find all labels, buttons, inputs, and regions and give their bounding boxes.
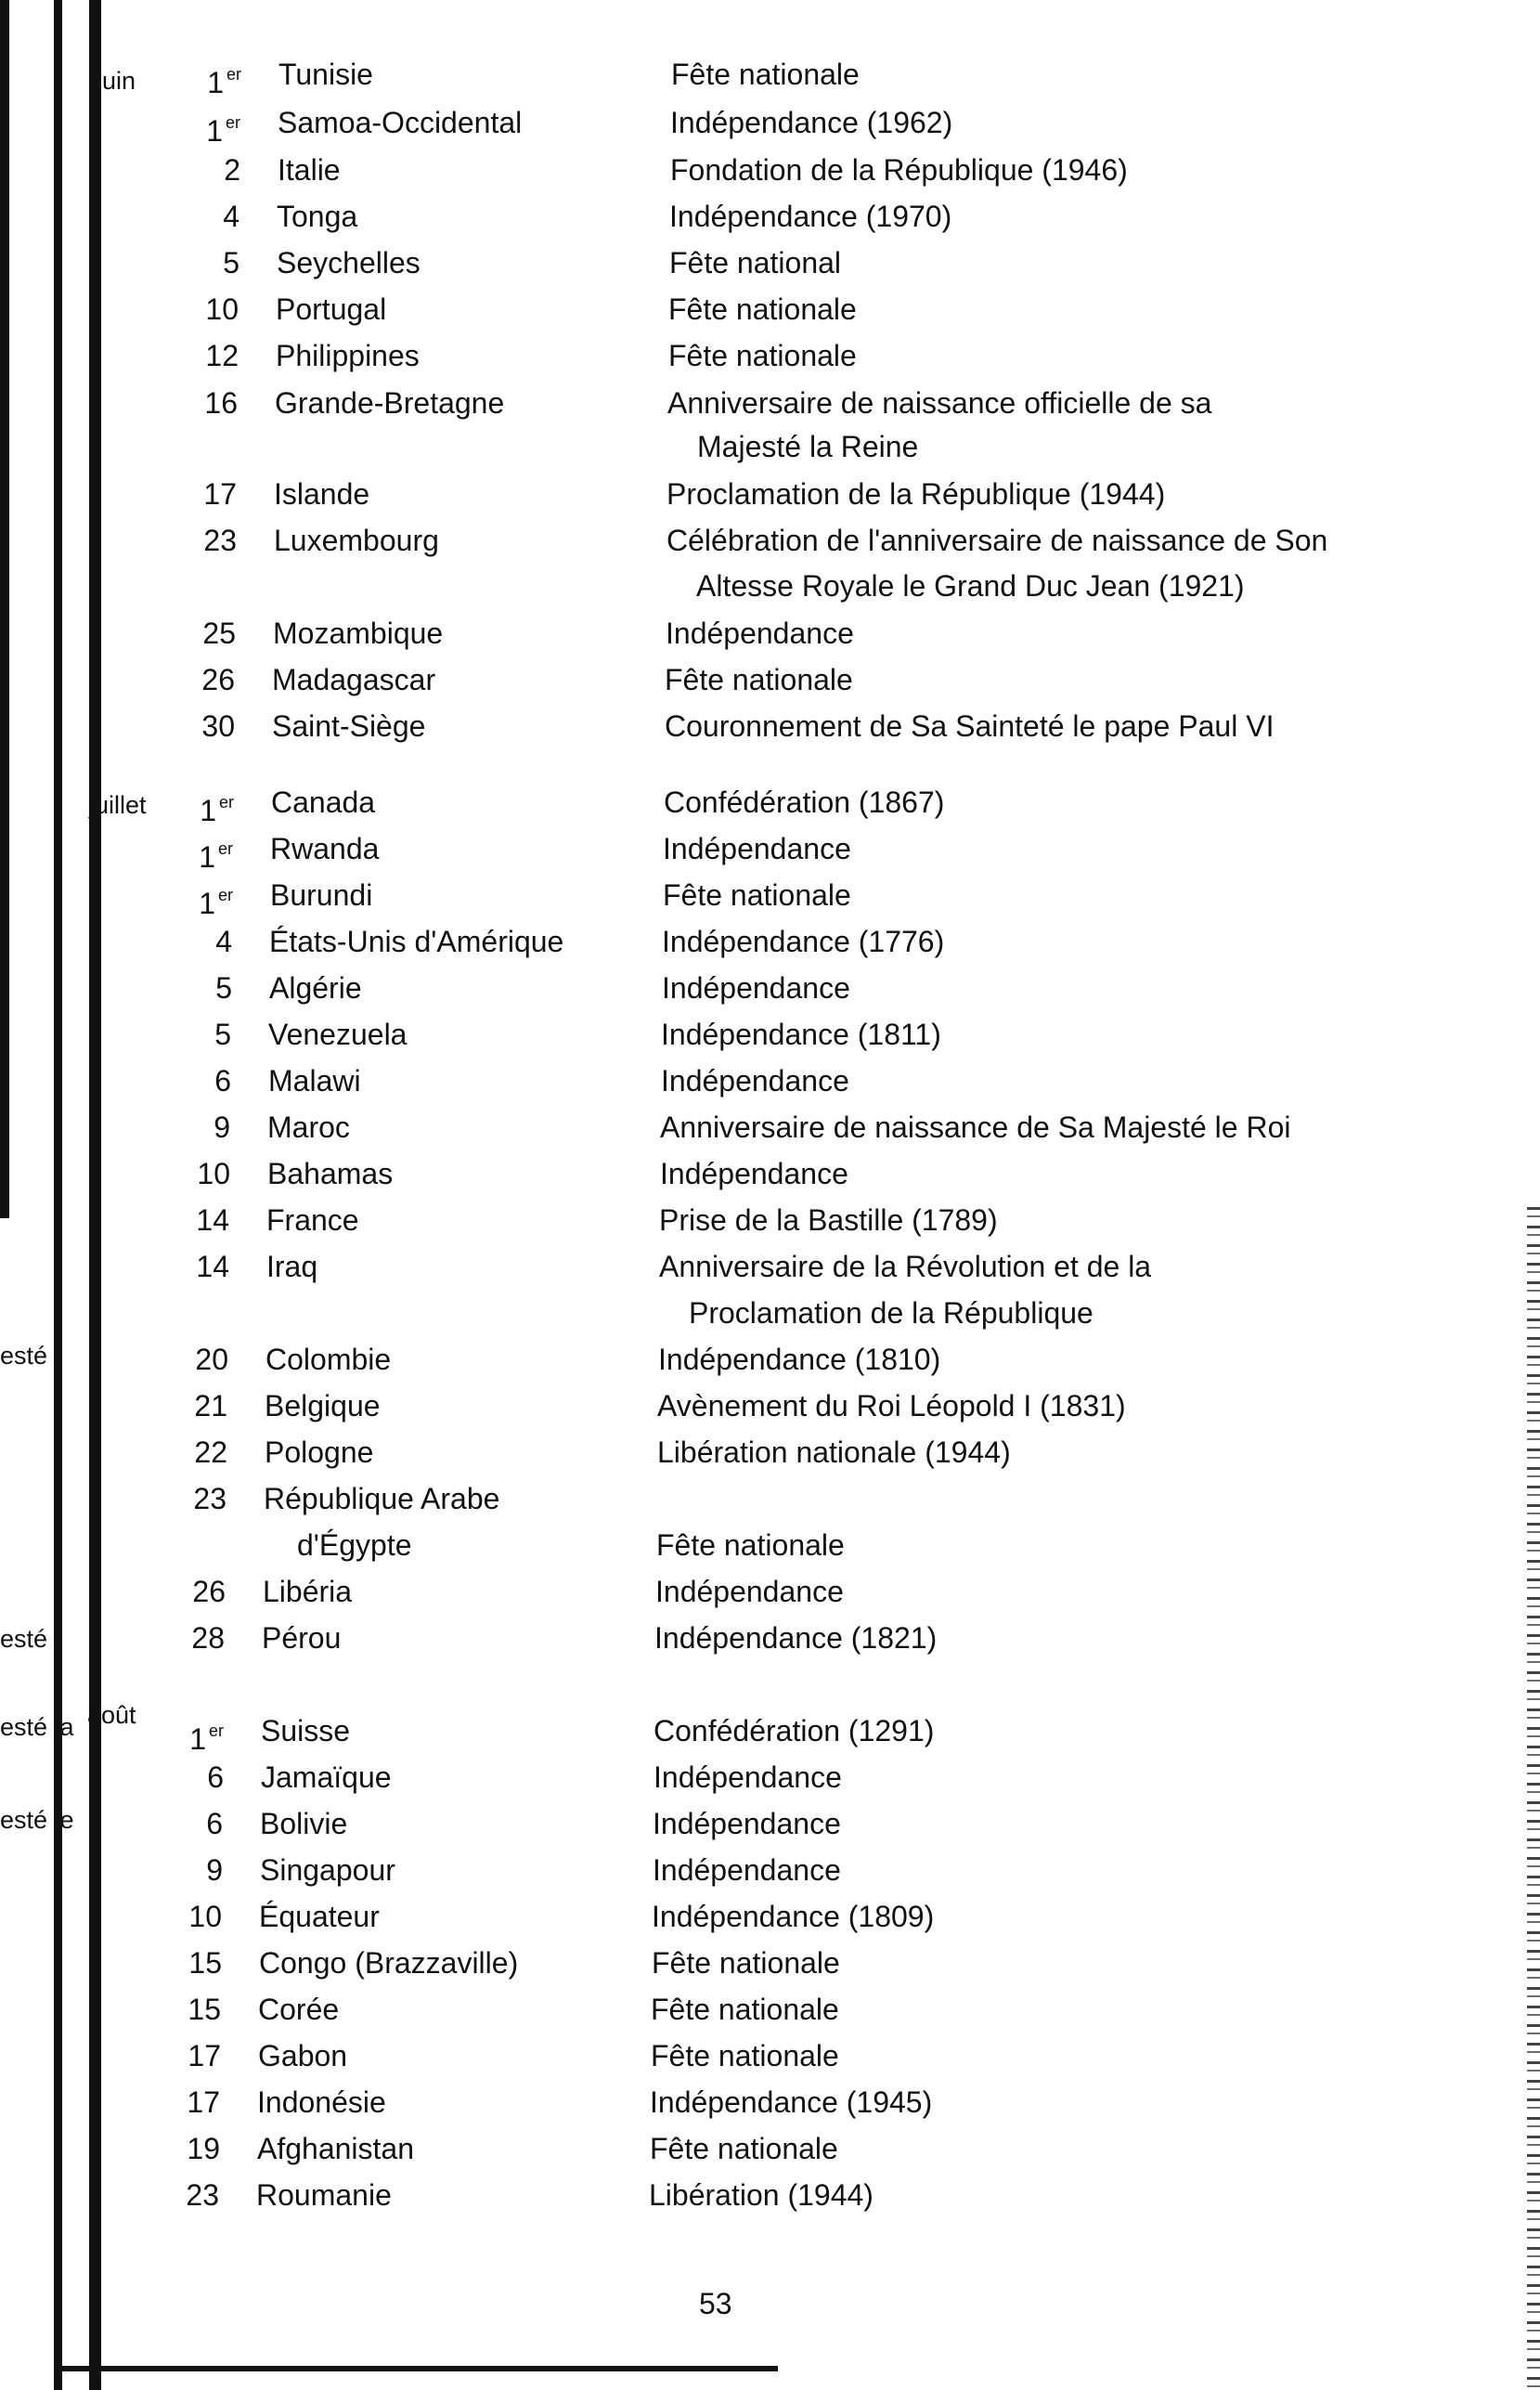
- day-value: 26: [192, 1575, 226, 1608]
- scan-edge: [1527, 1207, 1540, 2390]
- country-name: Portugal: [276, 292, 387, 326]
- country-name: Afghanistan: [257, 2132, 415, 2165]
- day-value: 10: [188, 1900, 222, 1933]
- day-value: 17: [187, 2085, 220, 2119]
- day-number: [149, 969, 232, 1007]
- day-value: 6: [214, 1064, 231, 1098]
- country-name: Samoa-Occidental: [278, 106, 523, 139]
- country-name: Algérie: [269, 971, 362, 1005]
- day-number: [139, 1851, 223, 1889]
- ordinal-suffix: er: [225, 113, 240, 132]
- day-number: [137, 1991, 221, 2028]
- country-name: Maroc: [267, 1111, 350, 1144]
- occasion-continuation: Altesse Royale le Grand Duc Jean (1921): [696, 569, 1245, 603]
- country-name: Iraq: [266, 1250, 318, 1283]
- occasion-text: Indépendance (1811): [661, 1018, 941, 1051]
- country-name: Pologne: [265, 1435, 374, 1469]
- country-name: Gabon: [258, 2039, 348, 2072]
- day-value: 2: [224, 153, 240, 187]
- margin-fragment: esté: [0, 1625, 48, 1653]
- day-value: 15: [188, 1946, 222, 1980]
- occasion-text: Indépendance (1821): [654, 1621, 938, 1655]
- occasion-text: Indépendance: [662, 971, 850, 1005]
- day-value: 1: [200, 794, 216, 827]
- occasion-text: Indépendance (1970): [669, 200, 952, 233]
- country-name: Luxembourg: [274, 524, 439, 557]
- binding-edge: [54, 0, 62, 2390]
- day-number: [149, 923, 232, 960]
- country-name: États-Unis d'Amérique: [269, 925, 564, 958]
- day-value: 21: [194, 1389, 227, 1422]
- day-number: [153, 522, 237, 559]
- country-name: Suisse: [261, 1714, 351, 1747]
- day-number: [140, 1712, 224, 1758]
- day-value: 9: [206, 1853, 223, 1887]
- day-number: [153, 475, 237, 513]
- day-number: [138, 1944, 222, 1981]
- day-value: 14: [196, 1250, 229, 1283]
- occasion-text: Fête nationale: [650, 2132, 838, 2165]
- occasion-text: Fête national: [669, 246, 842, 279]
- day-number: [148, 1062, 231, 1099]
- country-name: Rwanda: [270, 832, 380, 865]
- country-name: Burundi: [270, 878, 373, 912]
- month-label: août: [87, 1701, 136, 1729]
- occasion-text: Confédération (1291): [654, 1714, 935, 1747]
- occasion-text: Libération (1944): [649, 2178, 874, 2212]
- country-name: Bahamas: [267, 1157, 394, 1190]
- day-value: 1: [199, 840, 215, 874]
- day-number: [152, 615, 236, 652]
- day-value: 28: [191, 1621, 225, 1655]
- occasion-text: Fondation de la République (1946): [670, 153, 1128, 187]
- occasion-text: Célébration de l'anniversaire de naissance de Son: [666, 524, 1328, 557]
- country-name: Grande-Bretagne: [275, 386, 505, 420]
- day-value: 6: [206, 1807, 223, 1840]
- occasion-text: Fête nationale: [668, 339, 857, 372]
- occasion-text: Anniversaire de la Révolution et de la: [659, 1250, 1152, 1283]
- day-number: [137, 2037, 221, 2074]
- country-name: Malawi: [268, 1064, 361, 1098]
- day-value: 1: [207, 66, 224, 99]
- day-number: [144, 1434, 227, 1471]
- occasion-text: Fête nationale: [651, 1993, 839, 2026]
- ordinal-suffix: er: [217, 839, 233, 858]
- day-value: 9: [214, 1111, 230, 1144]
- country-name: Tunisie: [278, 58, 373, 91]
- country-name: Tonga: [277, 200, 358, 233]
- occasion-text: Fête nationale: [665, 663, 853, 696]
- day-number: [151, 661, 235, 698]
- page-number: 53: [699, 2287, 732, 2320]
- country-name: Saint-Siège: [272, 709, 426, 743]
- occasion-continuation: Proclamation de la République: [689, 1296, 1094, 1330]
- country-name: Jamaïque: [261, 1760, 392, 1794]
- day-value: 5: [215, 971, 232, 1005]
- day-number: [157, 151, 240, 188]
- day-number: [150, 784, 234, 829]
- country-name: Islande: [274, 477, 370, 511]
- country-name: Corée: [258, 1993, 340, 2026]
- occasion-text: Indépendance (1776): [662, 925, 945, 958]
- day-number: [155, 337, 239, 374]
- country-name: Seychelles: [277, 246, 421, 279]
- occasion-text: Avènement du Roi Léopold I (1831): [657, 1389, 1126, 1422]
- occasion-text: Fête nationale: [668, 292, 857, 326]
- day-number: [147, 1155, 230, 1192]
- occasion-text: Fête nationale: [652, 1946, 840, 1980]
- margin-fragment: esté le: [0, 1806, 74, 1834]
- country-name: Venezuela: [268, 1018, 408, 1051]
- country-name: Indonésie: [257, 2085, 386, 2119]
- occasion-text: Indépendance: [653, 1853, 841, 1887]
- day-number: [157, 104, 240, 149]
- occasion-text: Couronnement de Sa Sainteté le pape Paul VI: [665, 709, 1275, 743]
- occasion-text: Anniversaire de naissance officielle de sa: [667, 386, 1212, 420]
- bottom-rule: [54, 2366, 778, 2371]
- day-value: 23: [193, 1482, 226, 1515]
- occasion-text: Fête nationale: [651, 2039, 839, 2072]
- day-value: 12: [205, 339, 239, 372]
- day-number: [142, 1573, 226, 1610]
- day-number: [158, 56, 241, 101]
- day-value: 15: [188, 1993, 221, 2026]
- ordinal-suffix: er: [218, 793, 234, 812]
- day-value: 17: [203, 477, 237, 511]
- ordinal-suffix: er: [226, 65, 241, 84]
- month-label: juin: [97, 67, 136, 95]
- occasion-continuation: Majesté la Reine: [697, 430, 919, 463]
- day-value: 26: [201, 663, 235, 696]
- country-name: Bolivie: [260, 1807, 348, 1840]
- occasion-text: Fête nationale: [663, 878, 851, 912]
- day-value: 1: [189, 1722, 206, 1756]
- occasion-text: Indépendance (1962): [670, 106, 953, 139]
- country-name: République Arabe: [264, 1482, 500, 1515]
- occasion-text: Indépendance: [661, 1064, 849, 1098]
- day-value: 1: [199, 887, 215, 920]
- day-number: [155, 291, 239, 328]
- ordinal-suffix: er: [208, 1721, 224, 1740]
- day-value: 14: [196, 1203, 229, 1237]
- country-name: Canada: [271, 786, 376, 819]
- day-number: [156, 244, 239, 281]
- month-label: juillet: [89, 791, 147, 819]
- ordinal-suffix: er: [217, 886, 233, 904]
- day-number: [151, 708, 235, 745]
- day-value: 5: [223, 246, 239, 279]
- occasion-text: Indépendance (1809): [652, 1900, 935, 1933]
- day-number: [154, 384, 238, 422]
- day-number: [149, 830, 233, 876]
- occasion-text: Indépendance (1945): [650, 2085, 933, 2119]
- country-name: Madagascar: [272, 663, 436, 696]
- country-name: Philippines: [276, 339, 420, 372]
- day-value: 30: [201, 709, 235, 743]
- country-name: Roumanie: [256, 2178, 392, 2212]
- margin-fragment: esté: [0, 1342, 48, 1370]
- occasion-text: Indépendance: [654, 1760, 842, 1794]
- day-number: [138, 1898, 222, 1935]
- occasion-text: Confédération (1867): [664, 786, 945, 819]
- day-number: [149, 877, 233, 922]
- day-number: [146, 1248, 229, 1285]
- day-value: 10: [205, 292, 239, 326]
- country-name: Pérou: [262, 1621, 342, 1655]
- country-name: Singapour: [260, 1853, 395, 1887]
- day-value: 6: [207, 1760, 224, 1794]
- day-number: [148, 1016, 231, 1053]
- day-value: 25: [202, 617, 236, 650]
- country-continuation: d'Égypte: [297, 1528, 412, 1562]
- occasion-text: Indépendance: [655, 1575, 844, 1608]
- day-number: [141, 1619, 225, 1656]
- day-value: 23: [203, 524, 237, 557]
- occasion-text: Fête nationale: [656, 1528, 845, 1562]
- occasion-text: Prise de la Bastille (1789): [659, 1203, 998, 1237]
- occasion-text: Indépendance: [660, 1157, 848, 1190]
- day-number: [140, 1759, 224, 1796]
- day-number: [139, 1805, 223, 1842]
- margin-fragment: esté la: [0, 1713, 74, 1741]
- country-name: Équateur: [259, 1900, 380, 1933]
- day-value: 16: [204, 386, 238, 420]
- occasion-text: Proclamation de la République (1944): [666, 477, 1166, 511]
- country-name: Libéria: [263, 1575, 353, 1608]
- day-value: 17: [188, 2039, 221, 2072]
- day-number: [144, 1387, 227, 1424]
- country-name: Congo (Brazzaville): [259, 1946, 519, 1980]
- day-value: 4: [215, 925, 232, 958]
- country-name: Mozambique: [273, 617, 444, 650]
- binding-edge: [89, 0, 101, 2390]
- occasion-text: Indépendance: [653, 1807, 841, 1840]
- day-number: [136, 2084, 220, 2121]
- day-value: 1: [206, 114, 223, 148]
- day-value: 19: [187, 2132, 220, 2165]
- day-value: 5: [214, 1018, 231, 1051]
- day-value: 20: [195, 1343, 228, 1376]
- country-name: Belgique: [265, 1389, 381, 1422]
- day-number: [147, 1109, 230, 1146]
- occasion-text: Indépendance: [663, 832, 851, 865]
- day-number: [145, 1341, 228, 1378]
- day-value: 10: [197, 1157, 230, 1190]
- day-number: [136, 2130, 220, 2167]
- day-number: [146, 1201, 229, 1239]
- occasion-text: Indépendance: [666, 617, 854, 650]
- day-number: [136, 2176, 219, 2214]
- country-name: Italie: [278, 153, 341, 187]
- occasion-text: Libération nationale (1944): [657, 1435, 1011, 1469]
- day-value: 23: [186, 2178, 219, 2212]
- day-number: [156, 198, 239, 235]
- day-number: [143, 1480, 226, 1517]
- country-name: France: [266, 1203, 359, 1237]
- occasion-text: Fête nationale: [671, 58, 860, 91]
- day-value: 4: [223, 200, 239, 233]
- day-value: 22: [194, 1435, 227, 1469]
- occasion-text: Anniversaire de naissance de Sa Majesté le Roi: [660, 1111, 1291, 1144]
- binding-edge: [0, 0, 9, 1218]
- occasion-text: Indépendance (1810): [658, 1343, 941, 1376]
- country-name: Colombie: [265, 1343, 392, 1376]
